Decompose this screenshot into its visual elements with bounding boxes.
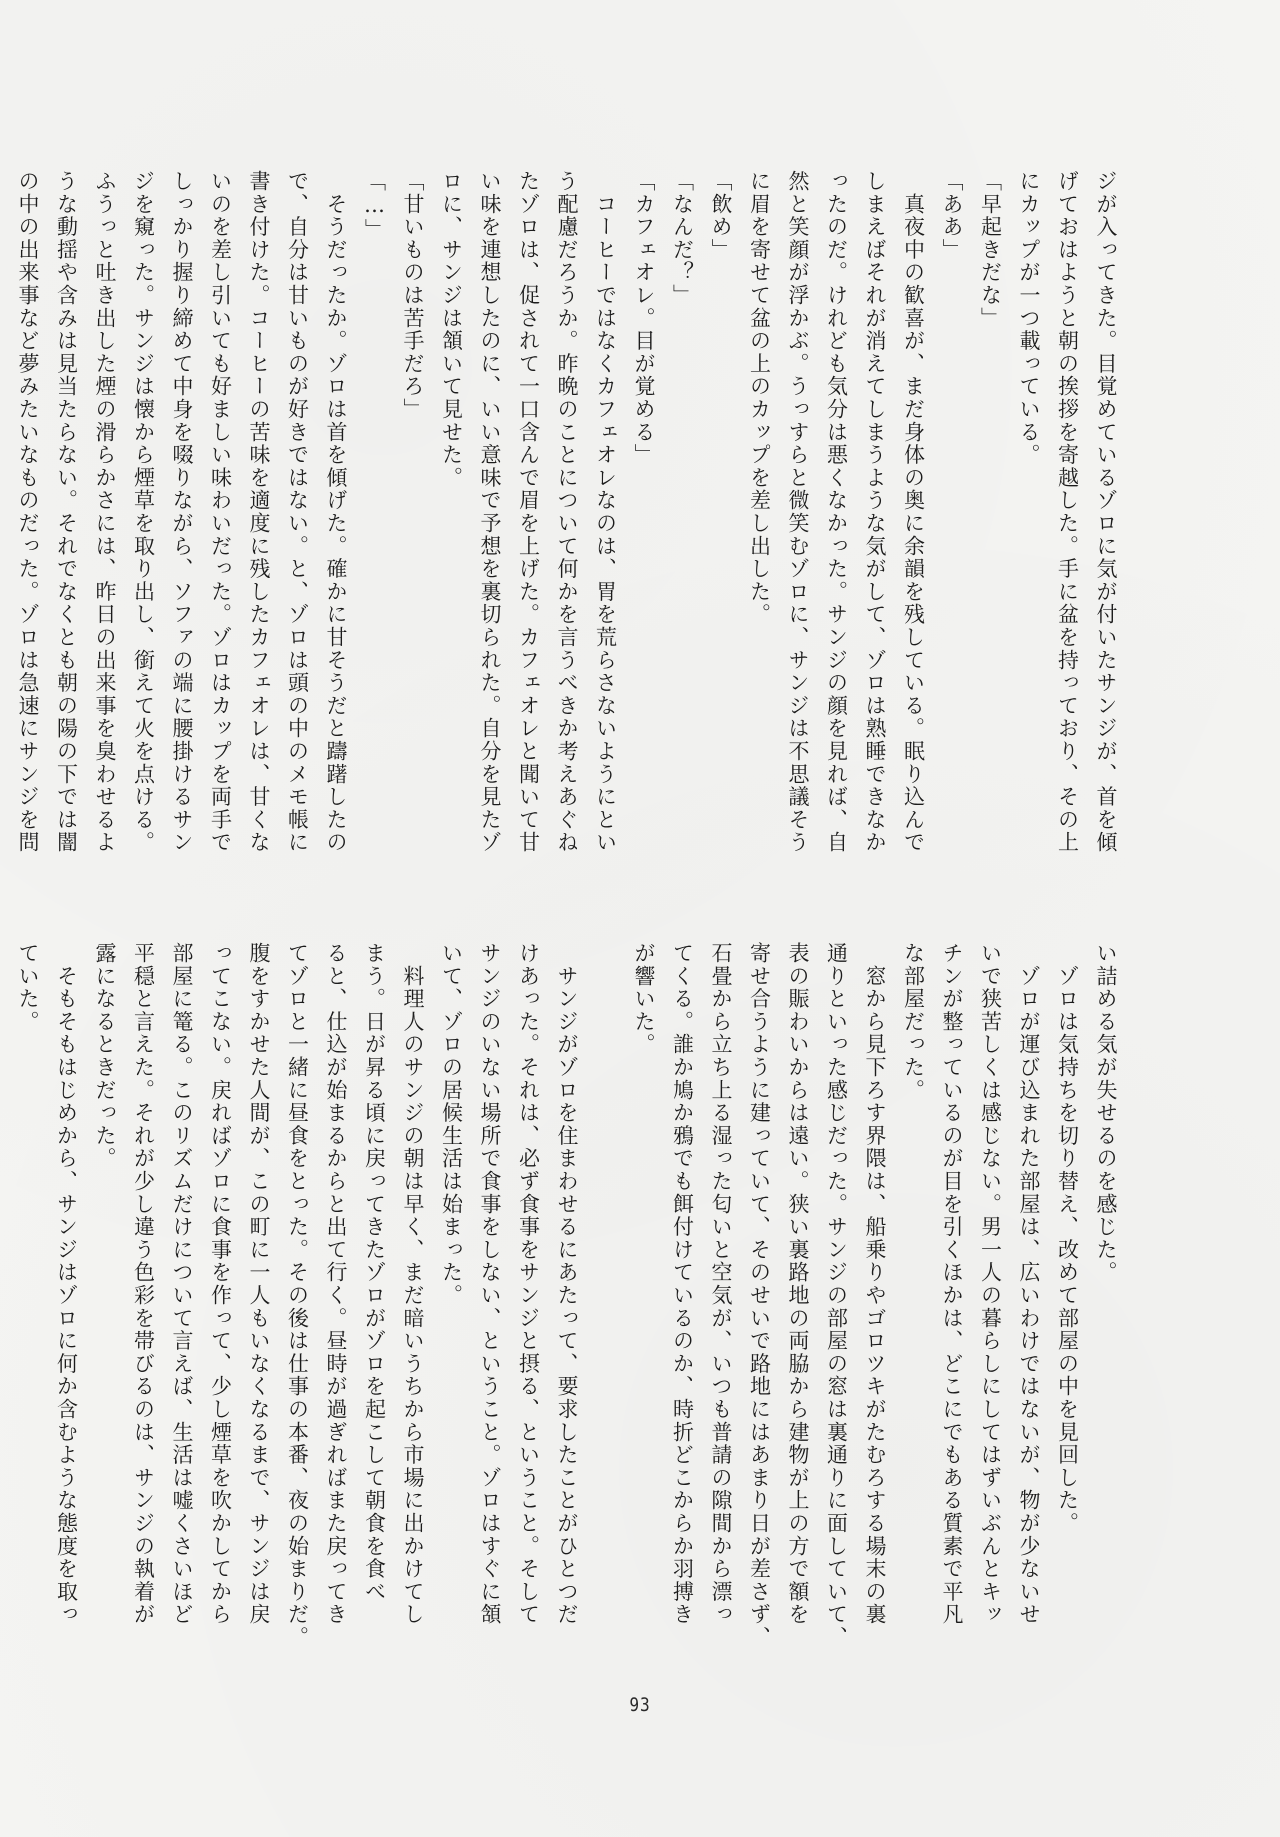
text-line: ていた。 — [16, 942, 40, 1034]
text-line: う配慮だろうか。昨晩のことについて何かを言うべきか考えあぐね — [555, 170, 579, 854]
text-line: まう。日が昇る頃に戻ってきたゾロがゾロを起こして朝食を食べ — [362, 942, 387, 1604]
text-line: 「ああ」 — [940, 170, 964, 262]
text-line: 表の賑わいからは遠い。狭い裏路地の両脇から建物が上の方で額を — [786, 942, 810, 1626]
text-line: 露になるときだった。 — [93, 942, 117, 1170]
text-line: ロに、サンジは頷いて見せた。 — [439, 170, 464, 490]
text-line: ったのだ。けれども気分は悪くなかった。サンジの顔を見れば、自 — [824, 170, 849, 854]
text-line: ジが入ってきた。目覚めているゾロに気が付いたサンジが、首を傾 — [1094, 170, 1118, 854]
text-line: げておはようと朝の挨拶を寄越した。手に盆を持っており、その上 — [1055, 170, 1080, 854]
text-line: いのを差し引いても好ましい味わいだった。ゾロはカップを両手で — [208, 170, 233, 854]
text-line: サンジがゾロを住まわせるにあたって、要求したことがひとつだ — [555, 942, 579, 1626]
text-line: 通りといった感じだった。サンジの部屋の窓は裏通りに面していて、 — [824, 942, 849, 1649]
text-line: 「カフェオレ。目が覚める」 — [632, 170, 656, 467]
text-line: いで狭苦しくは感じない。男一人の暮らしにしてはずいぶんとキッ — [978, 942, 1003, 1626]
text-line: い味を連想したのに、いい意味で予想を裏切られた。自分を見たゾ — [478, 170, 502, 854]
text-block-bottom — [16, 942, 1125, 1649]
text-line: 料理人のサンジの朝は早く、まだ暗いうちから市場に出かけてし — [401, 942, 425, 1626]
text-line: にカップが一つ載っている。 — [1017, 170, 1041, 467]
text-line: ると、仕込が始まるからと出て行く。昼時が過ぎればまた戻ってき — [324, 942, 348, 1626]
text-line: ゾロが運び込まれた部屋は、広いわけではないが、物が少ないせ — [1017, 942, 1041, 1626]
text-line: な部屋だった。 — [901, 942, 926, 1102]
text-line: 「…」 — [362, 170, 387, 242]
text-line: 腹をすかせた人間が、この町に一人もいなくなるまで、サンジは戻 — [247, 942, 271, 1626]
text-line: そうだったか。ゾロは首を傾げた。確かに甘そうだと躊躇したの — [324, 170, 348, 854]
text-line — [586, 942, 625, 1600]
text-line: で、自分は甘いものが好きではない。と、ゾロは頭の中のメモ帳に — [285, 170, 310, 854]
text-line: しっかり握り締めて中身を啜りながら、ソファの端に腰掛けるサン — [170, 170, 194, 854]
text-line: サンジのいない場所で食事をしない、ということ。ゾロはすぐに頷 — [478, 942, 502, 1626]
text-line: 寄せ合うように建っていて、そのせいで路地にはあまり日が差さず、 — [747, 942, 772, 1649]
text-line: ジを窺った。サンジは懐から煙草を取り出し、銜えて火を点ける。 — [131, 170, 156, 854]
text-line: いて、ゾロの居候生活は始まった。 — [439, 942, 464, 1307]
text-line: そもそもはじめから、サンジはゾロに何か含むような態度を取っ — [54, 942, 79, 1626]
text-line: 窓から見下ろす界隈は、船乗りやゴロツキがたむろする場末の裏 — [863, 942, 887, 1626]
text-line: うな動揺や含みは見当たらない。それでなくとも朝の陽の下では闇 — [54, 170, 79, 854]
text-line: に眉を寄せて盆の上のカップを差し出した。 — [747, 170, 772, 626]
text-line: ゾロは気持ちを切り替え、改めて部屋の中を見回した。 — [1055, 942, 1080, 1535]
text-line: が響いた。 — [632, 942, 656, 1056]
text-line: 「早起きだな」 — [978, 170, 1003, 330]
text-line: 「甘いものは苦手だろ」 — [401, 170, 425, 421]
text-line: てくる。誰か鳩か鴉でも餌付けているのか、時折どこからか羽搏き — [670, 942, 695, 1626]
text-line: 「なんだ？」 — [670, 170, 695, 307]
text-line: てゾロと一緒に昼食をとった。その後は仕事の本番、夜の始まりだ。 — [285, 942, 310, 1649]
text-line: 真夜中の歓喜が、まだ身体の奥に余韻を残している。眠り込んで — [901, 170, 926, 854]
text-line: ってこない。戻ればゾロに食事を作って、少し煙草を吹かしてから — [208, 942, 233, 1626]
text-line: 書き付けた。コーヒーの苦味を適度に残したカフェオレは、甘くな — [247, 170, 271, 854]
text-line: チンが整っているのが目を引くほかは、どこにでもある質素で平凡 — [940, 942, 964, 1626]
text-line: の中の出来事など夢みたいなものだった。ゾロは急速にサンジを問 — [16, 170, 40, 854]
text-line: 然と笑顔が浮かぶ。うっすらと微笑むゾロに、サンジは不思議そう — [786, 170, 810, 854]
text-line: 石畳から立ち上る湿った匂いと空気が、いつも普請の隙間から漂っ — [709, 942, 733, 1626]
text-line: 「飲め」 — [709, 170, 733, 262]
text-line: 部屋に篭る。このリズムだけについて言えば、生活は嘘くさいほど — [170, 942, 194, 1626]
text-line: けあった。それは、必ず食事をサンジと摂る、ということ。そして — [516, 942, 541, 1626]
text-line: い詰める気が失せるのを感じた。 — [1094, 942, 1118, 1284]
text-line: 平穏と言えた。それが少し違う色彩を帯びるのは、サンジの執着が — [131, 942, 156, 1626]
text-line: ふうっと吐き出した煙の滑らかさには、昨日の出来事を臭わせるよ — [93, 170, 117, 854]
page-number: 93 — [629, 1694, 651, 1716]
text-line: しまえばそれが消えてしまうような気がして、ゾロは熟睡できなか — [863, 170, 887, 854]
text-line: コーヒーではなくカフェオレなのは、胃を荒らさないようにとい — [593, 170, 618, 854]
text-block-top — [16, 170, 1125, 870]
text-line: たゾロは、促されて一口含んで眉を上げた。カフェオレと聞いて甘 — [516, 170, 541, 854]
